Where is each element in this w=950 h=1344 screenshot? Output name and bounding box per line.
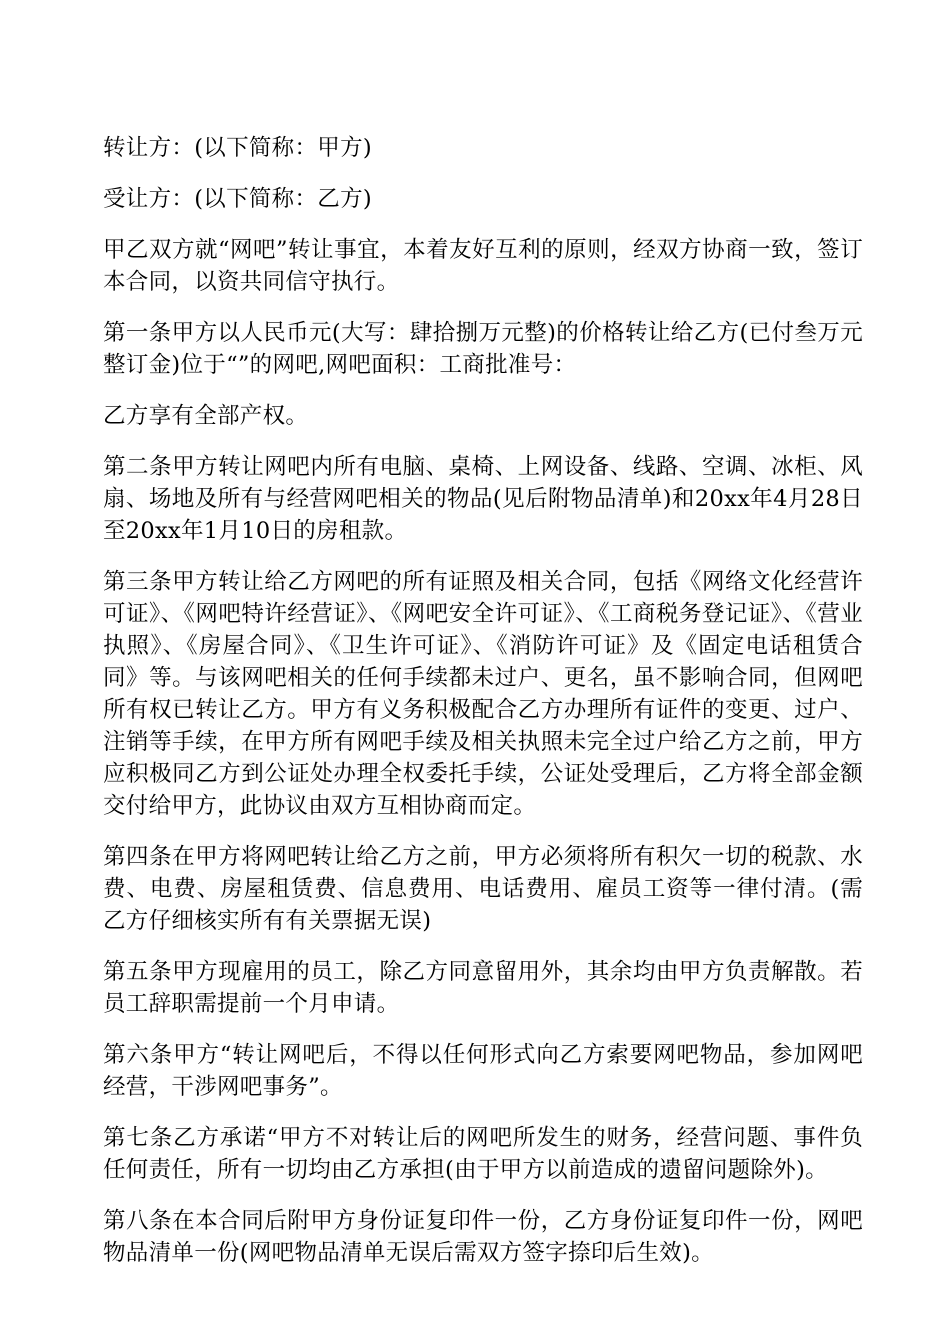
paragraph-transferor: 转让方：(以下简称：甲方) [103,135,372,161]
paragraph-ownership: 乙方享有全部产权。 [103,403,309,429]
paragraph-article-2: 第二条甲方转让网吧内所有电脑、桌椅、上网设备、线路、空调、冰柜、风扇、场地及所有与经营网吧相关的物品(见后附物品清单)和20xx年4月28日至20xx年1月10日的房租款。 [103,454,863,544]
paragraph-article-4: 第四条在甲方将网吧转让给乙方之前，甲方必须将所有积欠一切的税款、水费、电费、房屋租赁费、信息费用、电话费用、雇员工资等一律付清。(需乙方仔细核实所有有关票据无误) [103,844,863,934]
paragraph-article-5: 第五条甲方现雇用的员工，除乙方同意留用外，其余均由甲方负责解散。若员工辞职需提前一个月申请。 [103,959,863,1017]
paragraph-article-8: 第八条在本合同后附甲方身份证复印件一份，乙方身份证复印件一份，网吧物品清单一份(网吧物品清单无误后需双方签字捺印后生效)。 [103,1208,863,1266]
paragraph-preamble: 甲乙双方就“网吧”转让事宜，本着友好互利的原则，经双方协商一致，签订本合同，以资共同信守执行。 [103,237,863,295]
paragraph-article-6: 第六条甲方“转让网吧后，不得以任何形式向乙方索要网吧物品，参加网吧经营，干涉网吧事务”。 [103,1042,863,1100]
document-body [103,132,863,1288]
paragraph-article-7: 第七条乙方承诺“甲方不对转让后的网吧所发生的财务，经营问题、事件负任何责任，所有一切均由乙方承担(由于甲方以前造成的遗留问题除外)。 [103,1125,863,1183]
paragraph-article-1: 第一条甲方以人民币元(大写：肆拾捌万元整)的价格转让给乙方(已付叁万元整订金)位于“”的网吧,网吧面积：工商批准号： [103,320,863,378]
paragraph-article-3: 第三条甲方转让给乙方网吧的所有证照及相关合同，包括《网络文化经营许可证》、《网吧特许经营证》、《网吧安全许可证》、《工商税务登记证》、《营业执照》、《房屋合同》、《卫生许可证》、《消防许可证》及《固定电话租赁合同》等。与该网吧相关的任何手续都未过户、更名，虽不影响合同，但网吧所有权已转让乙方。甲方有义务积极配合乙方办理所有证件的变更、过户、注销等手续，在甲方所有网吧手续及相关执照未完全过户给乙方之前，甲方应积极同乙方到公证处办理全权委托手续，公证处受理后，乙方将全部金额交付给甲方，此协议由双方互相协商而定。 [103,569,863,819]
paragraph-transferee: 受让方：(以下简称：乙方) [103,186,372,212]
